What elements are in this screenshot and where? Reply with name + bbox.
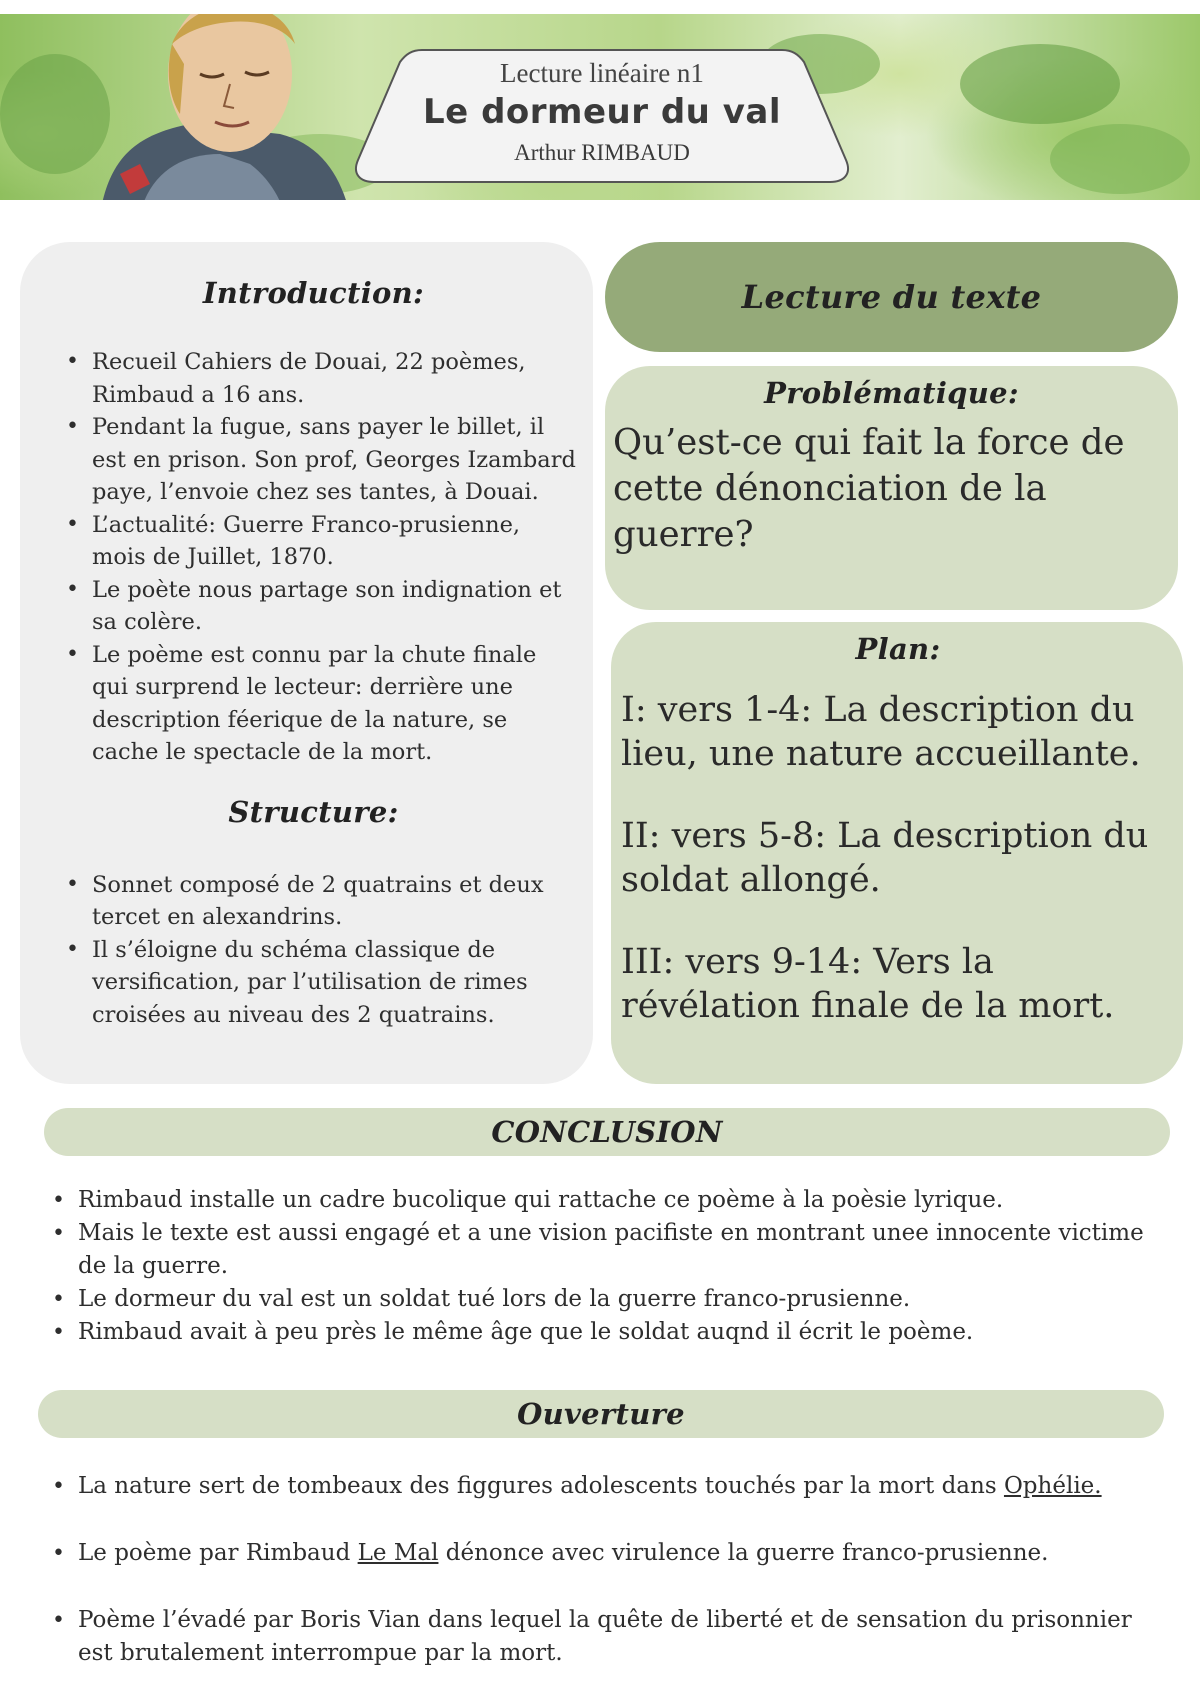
poem-title: Le dormeur du val <box>423 92 781 132</box>
plan-item: II: vers 5-8: La description du soldat allongé. <box>621 816 1149 900</box>
list-item: • Mais le texte est aussi engagé et a une vision pacifiste en montrant unee innocente victime de la guerre. <box>78 1217 1168 1283</box>
plan-panel <box>611 622 1183 1084</box>
ouverture-text: Le poème par Rimbaud <box>78 1540 358 1566</box>
foliage-decoration <box>1050 124 1190 194</box>
lesson-label: Lecture linéaire n1 <box>500 58 704 88</box>
ouverture-heading: Ouverture <box>517 1397 685 1431</box>
plan-heading: Plan: <box>855 632 941 666</box>
list-item: • Sonnet composé de 2 quatrains et deux tercet en alexandrins. <box>92 869 579 934</box>
list-item: • Rimbaud installe un cadre bucolique qui rattache ce poème à la poèsie lyrique. <box>78 1184 1168 1217</box>
list-item: • Recueil Cahiers de Douai, 22 poèmes, Rimbaud a 16 ans. <box>92 346 579 411</box>
foliage-decoration <box>960 44 1120 124</box>
list-item <box>78 1470 1168 1503</box>
introduction-heading: Introduction: <box>202 276 425 310</box>
problematique-heading: Problématique: <box>764 376 1019 410</box>
sleeping-soldier-illustration <box>80 14 380 200</box>
lecture-heading: Lecture du texte <box>741 278 1042 316</box>
problematique-panel <box>605 366 1178 610</box>
list-item: • Poème l’évadé par Boris Vian dans lequel la quête de liberté et de sensation du prisonnier est brutalement interrompue par la mort. <box>78 1604 1168 1670</box>
introduction-list <box>48 346 579 769</box>
conclusion-heading: CONCLUSION <box>491 1115 723 1149</box>
structure-heading: Structure: <box>228 794 399 829</box>
list-item: • Rimbaud avait à peu près le même âge que le soldat auqnd il écrit le poème. <box>78 1316 1168 1349</box>
plan-item: III: vers 9-14: Vers la révélation finale de la mort. <box>621 942 1115 1026</box>
ouverture-bar <box>38 1390 1164 1438</box>
ouverture-text: dénonce avec virulence la guerre franco-prusienne. <box>438 1540 1049 1566</box>
ouverture-list <box>48 1470 1168 1670</box>
ouverture-text: La nature sert de tombeaux des figgures adolescents touchés par la mort dans <box>78 1473 1004 1499</box>
list-item: • Il s’éloigne du schéma classique de versification, par l’utilisation de rimes croisées au niveau des 2 quatrains. <box>92 934 579 1032</box>
header-banner <box>0 14 1200 200</box>
ophelie-link[interactable]: Ophélie. <box>1003 1473 1102 1499</box>
ouverture-section <box>48 1470 1168 1704</box>
list-item: • Le dormeur du val est un soldat tué lors de la guerre franco-prusienne. <box>78 1283 1168 1316</box>
structure-list <box>48 869 579 1032</box>
le-mal-link[interactable]: Le Mal <box>357 1540 439 1566</box>
conclusion-list <box>48 1184 1168 1349</box>
problematique-question: Qu’est-ce qui fait la force de cette dénonciation de la guerre? <box>613 422 1125 555</box>
lecture-du-texte-banner <box>605 242 1178 352</box>
introduction-panel <box>20 242 593 1084</box>
list-item: • L’actualité: Guerre Franco-prusienne, mois de Juillet, 1870. <box>92 509 579 574</box>
list-item <box>78 1537 1168 1570</box>
list-item: • Le poème est connu par la chute finale qui surprend le lecteur: derrière une description féerique de la nature, se cache le spectacle de la mort. <box>92 639 579 769</box>
conclusion-section <box>48 1184 1168 1349</box>
title-plate <box>352 48 852 186</box>
poem-author: Arthur RIMBAUD <box>514 140 690 165</box>
list-item: • Le poète nous partage son indignation et sa colère. <box>92 574 579 639</box>
plan-item: I: vers 1-4: La description du lieu, une nature accueillante. <box>621 690 1141 774</box>
list-item: • Pendant la fugue, sans payer le billet, il est en prison. Son prof, Georges Izambard paye, l’envoie chez ses tantes, à Douai. <box>92 411 579 509</box>
conclusion-bar <box>44 1108 1170 1156</box>
